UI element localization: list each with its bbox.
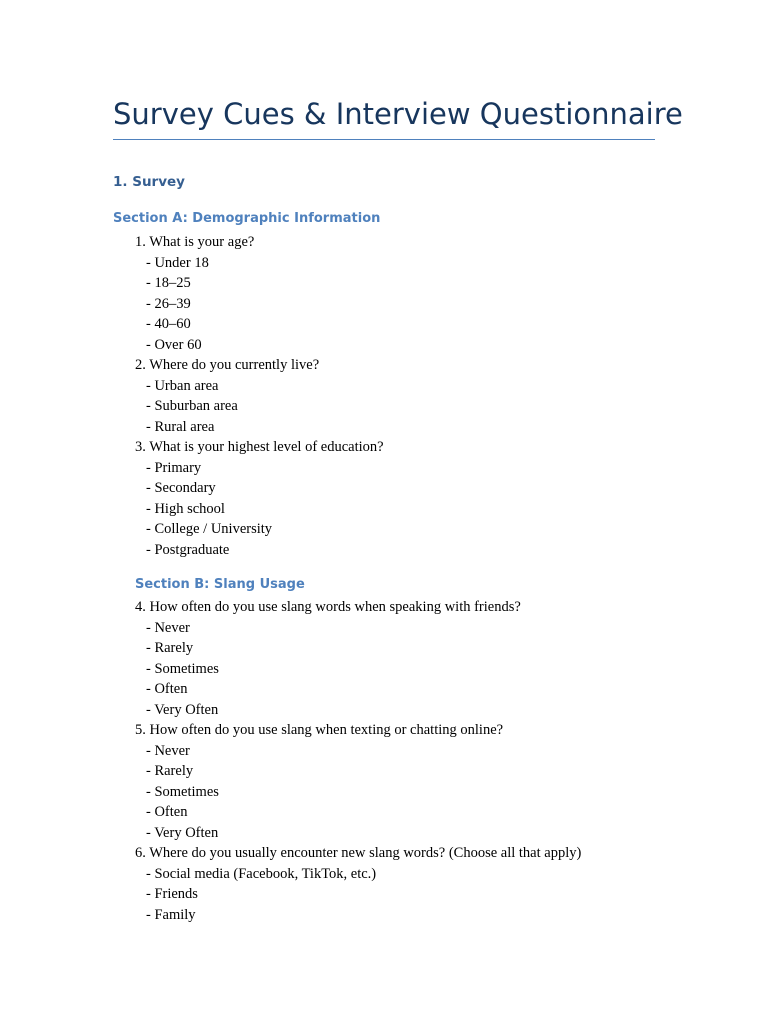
slang-usage-questions <box>135 597 581 925</box>
option-item: - Over 60 <box>146 336 202 353</box>
option-item: - Social media (Facebook, TikTok, etc.) <box>146 865 377 882</box>
option-item: - Never <box>146 742 190 759</box>
option-item: - 26–39 <box>146 295 191 312</box>
option-item: - Rural area <box>146 418 215 435</box>
section-heading-survey: 1. Survey <box>113 174 185 190</box>
option-item: - Never <box>146 619 190 636</box>
document-title: Survey Cues & Interview Questionnaire <box>113 97 683 131</box>
option-item: - Postgraduate <box>146 541 230 558</box>
option-item: - Very Often <box>146 701 219 718</box>
title-underline <box>113 139 655 140</box>
option-item: - Rarely <box>146 640 194 656</box>
option-item: - Often <box>146 681 188 697</box>
option-item: - Often <box>146 804 188 820</box>
option-item: - High school <box>146 500 225 517</box>
option-item: - Friends <box>146 886 198 902</box>
option-item: - Urban area <box>146 377 219 394</box>
option-item: - Family <box>146 906 196 923</box>
question-residence: 2. Where do you currently live? <box>135 357 320 373</box>
question-slang-texting: 5. How often do you use slang when texting or chatting online? <box>135 722 504 738</box>
question-slang-speaking: 4. How often do you use slang words when speaking with friends? <box>135 599 521 615</box>
option-item: - Sometimes <box>146 783 219 800</box>
option-item: - 18–25 <box>146 275 191 291</box>
option-item: - Very Often <box>146 824 219 841</box>
option-item: - 40–60 <box>146 316 191 332</box>
demographic-questions <box>135 232 384 560</box>
subsection-heading-slang-usage: Section B: Slang Usage <box>135 577 305 592</box>
option-item: - Rarely <box>146 763 194 779</box>
question-education: 3. What is your highest level of education? <box>135 439 384 455</box>
option-item: - Secondary <box>146 480 216 496</box>
option-item: - Primary <box>146 459 202 476</box>
option-item: - College / University <box>146 521 273 537</box>
option-item: - Under 18 <box>146 254 209 271</box>
option-item: - Sometimes <box>146 660 219 677</box>
option-item: - Suburban area <box>146 398 238 414</box>
subsection-heading-demographic: Section A: Demographic Information <box>113 211 381 226</box>
question-slang-sources: 6. Where do you usually encounter new slang words? (Choose all that apply) <box>135 845 582 861</box>
question-age: 1. What is your age? <box>135 234 255 250</box>
